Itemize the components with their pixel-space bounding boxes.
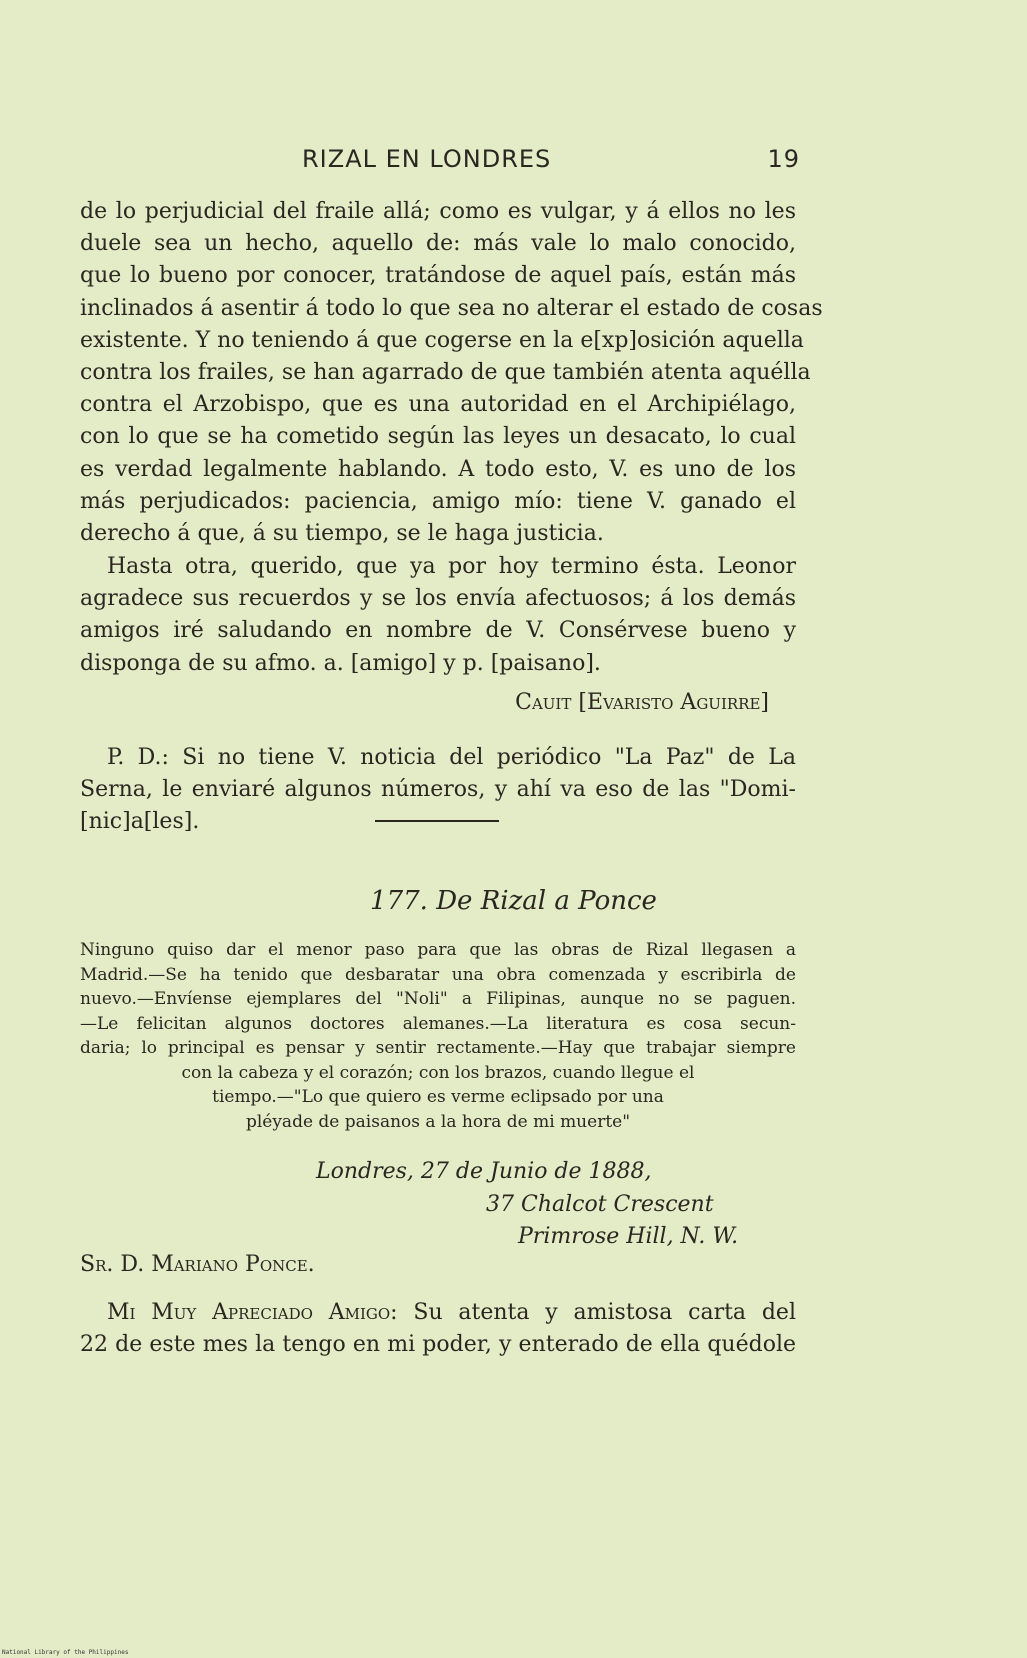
letter-summary	[80, 938, 796, 1134]
text-line: 22 de este mes la tengo en mi poder, y enterado de ella quédole	[80, 1332, 796, 1358]
text-line: inclinados á asentir á todo lo que sea no alterar el estado de cosas	[80, 295, 823, 321]
text-line: con lo que se ha cometido según las leyes un desacato, lo cual	[80, 424, 796, 450]
dateline-place-date: Londres, 27 de Junio de 1888,	[316, 1159, 652, 1184]
running-head	[80, 140, 800, 180]
text-line: que lo bueno por conocer, tratándose de aquel país, están más	[80, 263, 796, 289]
text-line: más perjudicados: paciencia, amigo mío: tiene V. ganado el	[80, 488, 796, 514]
salutation: Mi Muy Apreciado Amigo	[107, 1300, 391, 1325]
text-line: duele sea un hecho, aquello de: más vale lo malo conocido,	[80, 231, 796, 257]
text-line: Hasta otra, querido, que ya por hoy termino ésta. Leonor	[107, 554, 796, 579]
text-line: agradece sus recuerdos y se los envía afectuosos; á los demás	[80, 586, 796, 612]
dateline-street: 37 Chalcot Crescent	[486, 1192, 714, 1217]
library-footer: National Library of the Philippines	[2, 1649, 129, 1656]
text-line: Serna, le enviaré algunos números, y ahí va eso de las "Domi-	[80, 777, 796, 803]
summary-line: nuevo.—Envíense ejemplares del "Noli" a Filipinas, aunque no se paguen.	[80, 989, 796, 1009]
text-line: existente. Y no teniendo á que cogerse en la e[xp]osición aquella	[80, 327, 804, 353]
running-title: RIZAL EN LONDRES	[302, 145, 552, 173]
signature: Cauit [Evaristo Aguirre]	[515, 690, 769, 715]
summary-line: Ninguno quiso dar el menor paso para que las obras de Rizal llegasen a	[80, 940, 796, 960]
summary-line: daria; lo principal es pensar y sentir rectamente.—Hay que trabajar siempre	[80, 1038, 796, 1058]
text-line: de lo perjudicial del fraile allá; como es vulgar, y á ellos no les	[80, 199, 796, 224]
text-line: derecho á que, á su tiempo, se le haga justicia.	[80, 521, 604, 547]
text-line: amigos iré saludando en nombre de V. Consérvese bueno y	[80, 618, 796, 644]
text-line: es verdad legalmente hablando. A todo esto, V. es uno de los	[80, 456, 796, 482]
continuation-paragraph	[80, 196, 823, 550]
summary-line: tiempo.—"Lo que quiero es verme eclipsado por una	[212, 1087, 664, 1107]
text-line: P. D.: Si no tiene V. noticia del periódico "La Paz" de La	[107, 745, 796, 770]
summary-line: —Le felicitan algunos doctores alemanes.—La literatura es cosa secun-	[80, 1013, 796, 1034]
letter-heading: 177. De Rizal a Ponce	[370, 886, 657, 916]
summary-line: con la cabeza y el corazón; con los brazos, cuando llegue el	[181, 1062, 695, 1083]
page-number: 19	[767, 145, 800, 173]
text-line: contra los frailes, se han agarrado de que también atenta aquélla	[80, 360, 811, 386]
summary-line: Madrid.—Se ha tenido que desbaratar una obra comenzada y escribirla de	[80, 964, 796, 985]
summary-line: pléyade de paisanos a la hora de mi muerte"	[245, 1111, 631, 1132]
section-divider	[375, 820, 499, 822]
letter-body	[80, 1297, 796, 1361]
dateline-district: Primrose Hill, N. W.	[518, 1224, 739, 1249]
text-line: [nic]a[les].	[80, 809, 200, 835]
closing-paragraph	[80, 551, 796, 680]
text-line: contra el Arzobispo, que es una autoridad en el Archipiélago,	[80, 392, 796, 418]
postscript	[80, 742, 796, 839]
addressee: Sr. D. Mariano Ponce.	[80, 1252, 315, 1277]
text-line: Mi Muy Apreciado Amigo: Su atenta y amistosa carta del	[107, 1300, 796, 1325]
text-line: disponga de su afmo. a. [amigo] y p. [paisano].	[80, 650, 601, 676]
